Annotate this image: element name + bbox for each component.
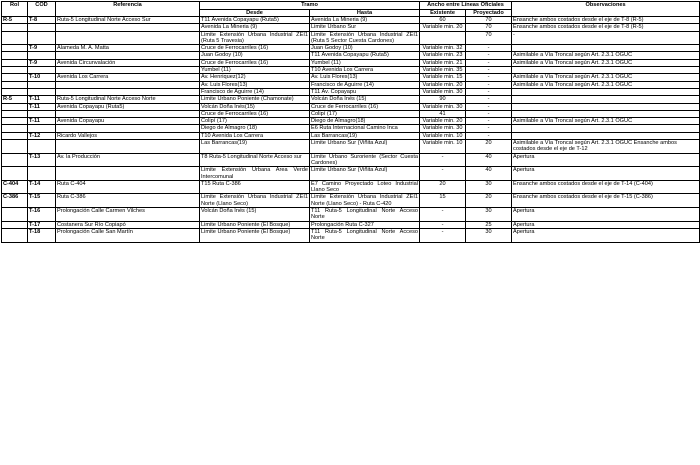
header-row-1 xyxy=(2,2,700,10)
header-desde: Desde xyxy=(200,9,310,17)
cell-cod: T-9 xyxy=(28,45,56,52)
cell-proyectado: - xyxy=(466,96,512,103)
table-row xyxy=(2,221,700,228)
cell-desde: Francisco de Aguirre (14) xyxy=(200,88,310,95)
cell-observaciones: Ensanche ambos costados desde el eje de T-8 (R-5) xyxy=(512,24,700,31)
cell-proyectado: - xyxy=(466,81,512,88)
cell-desde: Volcán Doña Inés(15) xyxy=(200,103,310,110)
cell-observaciones xyxy=(512,103,700,110)
cell-rol xyxy=(2,167,28,181)
road-network-table xyxy=(1,1,700,243)
cell-observaciones xyxy=(512,96,700,103)
cell-proyectado: 30 xyxy=(466,208,512,222)
cell-referencia: Avenida Los Carrera xyxy=(56,74,200,81)
table-row xyxy=(2,153,700,167)
cell-referencia xyxy=(56,67,200,74)
cell-desde: Av. Henriquez(12) xyxy=(200,74,310,81)
cell-hasta: T11 Ruta-5 Longitudinal Norte Acceso Norte xyxy=(311,208,419,221)
table-row xyxy=(2,228,700,242)
cell-existente: Variable min. 15 xyxy=(420,74,466,81)
header-referencia: Referencia xyxy=(56,2,200,17)
cell-hasta: T11 Av. Copayapu xyxy=(310,88,420,95)
cell-rol xyxy=(2,153,28,167)
cell-cod xyxy=(28,81,56,88)
cell-cod: T-18 xyxy=(28,228,56,242)
cell-proyectado: - xyxy=(466,118,512,125)
cell-observaciones: Apertura xyxy=(512,221,700,228)
cell-referencia: Prolongación Calle Carmen Vilches xyxy=(56,208,200,222)
cell-observaciones: Apertura xyxy=(512,153,700,167)
cell-cod: T-11 xyxy=(28,96,56,103)
cell-hasta: Prolongación Ruta C-327 xyxy=(310,221,420,228)
cell-cod: T-14 xyxy=(28,180,56,194)
cell-referencia: Costanera Sur Río Copiapó xyxy=(56,221,200,228)
cell-cod xyxy=(28,67,56,74)
table-row xyxy=(2,74,700,81)
cell-proyectado: 20 xyxy=(466,140,512,154)
cell-hasta: Cruce de Ferrocarriles (16) xyxy=(310,103,420,110)
cell-existente: - xyxy=(420,153,466,167)
cell-desde: Diego de Almagro (18) xyxy=(200,125,310,132)
cell-desde: T15 Ruta C-386 xyxy=(200,180,310,194)
cell-observaciones: Apertura xyxy=(512,167,700,181)
cell-existente: Variable min. 30 xyxy=(420,125,466,132)
cell-proyectado: - xyxy=(466,45,512,52)
table-body xyxy=(2,17,700,243)
cell-hasta: T11 Ruta-5 Longitudinal Norte Acceso Norte xyxy=(311,228,419,242)
cell-hasta: Juan Godoy (10) xyxy=(310,45,420,52)
cell-rol xyxy=(2,88,28,95)
cell-cod: T-11 xyxy=(28,118,56,125)
cell-rol xyxy=(2,52,28,59)
cell-proyectado: - xyxy=(466,132,512,139)
cell-observaciones: Asimilable a Vía Troncal según Art. 2.3.1 OGUC xyxy=(512,52,700,59)
cell-desde: Colipí (17) xyxy=(200,118,310,125)
table-row xyxy=(2,81,700,88)
cell-hasta: T11 Avenida Copayapu (Ruta5) xyxy=(310,52,420,59)
cell-desde: Cruce de Ferrocarriles (16) xyxy=(200,45,310,52)
cell-proyectado: - xyxy=(466,74,512,81)
cell-observaciones xyxy=(512,110,700,117)
cell-hasta: Limite Urbano Sur (Viñita Azul) xyxy=(310,140,420,154)
cell-existente: - xyxy=(420,167,466,181)
cell-existente: - xyxy=(420,208,466,222)
cell-desde: Limite Urbano Poniente (El Bosque) xyxy=(200,228,310,242)
cell-desde: Limite Urbano Poniente (El Bosque) xyxy=(200,221,310,228)
cell-rol xyxy=(2,110,28,117)
table-row xyxy=(2,132,700,139)
cell-referencia: Alameda M. A. Matta xyxy=(56,45,200,52)
cell-proyectado: - xyxy=(466,52,512,59)
cell-referencia: Ruta-5 Longitudinal Norte Acceso Sur xyxy=(56,17,200,24)
cell-rol xyxy=(2,125,28,132)
cell-rol: R-5 xyxy=(2,17,28,24)
cell-observaciones xyxy=(512,88,700,95)
cell-proyectado: 30 xyxy=(466,180,512,194)
cell-observaciones: - xyxy=(512,31,700,45)
cell-desde: T10 Avenida Los Carrera xyxy=(200,132,310,139)
cell-observaciones xyxy=(512,45,700,52)
cell-cod xyxy=(28,88,56,95)
cell-rol xyxy=(2,208,28,222)
cell-rol xyxy=(2,228,28,242)
cell-cod xyxy=(28,167,56,181)
cell-existente xyxy=(420,31,466,45)
table-row xyxy=(2,118,700,125)
cell-cod xyxy=(28,125,56,132)
cell-desde: Limite Extensión Urbana Area Verde Intercomunal xyxy=(201,167,308,180)
cell-desde: Limite Urbano Poniente (Chamonate) xyxy=(200,96,310,103)
cell-proyectado: - xyxy=(466,125,512,132)
table-row xyxy=(2,125,700,132)
cell-existente: 41 xyxy=(420,110,466,117)
table-row xyxy=(2,52,700,59)
cell-hasta: Limite Urbano Sur (Viñita Azul) xyxy=(310,167,420,181)
cell-referencia xyxy=(56,125,200,132)
cell-proyectado: - xyxy=(466,110,512,117)
header-existente: Existente xyxy=(420,9,466,17)
cell-rol xyxy=(2,74,28,81)
cell-existente: Variable min. 10 xyxy=(420,140,466,154)
cell-rol xyxy=(2,132,28,139)
cell-referencia: Av. la Producción xyxy=(56,153,200,167)
cell-observaciones: Ensanche ambos costados desde el eje de T-8 (R-5) xyxy=(512,17,700,24)
table-row xyxy=(2,24,700,31)
cell-cod: T-12 xyxy=(28,132,56,139)
cell-referencia xyxy=(56,88,200,95)
cell-cod xyxy=(28,24,56,31)
cell-observaciones: Asimilable a Vía Troncal según Art. 2.3.1 OGUC xyxy=(512,59,700,66)
cell-proyectado: - xyxy=(466,67,512,74)
cell-referencia: Avenida Circunvalación xyxy=(56,59,200,66)
cell-cod xyxy=(28,31,56,45)
cell-existente: 60 xyxy=(420,17,466,24)
header-proyectado: Proyectado xyxy=(466,9,512,17)
cell-rol: C-404 xyxy=(2,180,28,194)
cell-rol xyxy=(2,140,28,154)
cell-referencia xyxy=(56,110,200,117)
cell-desde: Limite Extensión Urbana Industrial ZEI1 (Ruta 5 Travesia) xyxy=(201,31,308,44)
cell-referencia xyxy=(56,167,200,181)
cell-referencia: Avenida Copayapu (Ruta5) xyxy=(56,103,200,110)
cell-referencia: Ruta-5 Longitudinal Norte Acceso Norte xyxy=(56,96,200,103)
cell-existente: Variable min. 35 xyxy=(420,67,466,74)
cell-rol: C-386 xyxy=(2,194,28,208)
cell-referencia xyxy=(56,24,200,31)
table-row xyxy=(2,96,700,103)
cell-referencia xyxy=(56,31,200,45)
cell-hasta: E6 Ruta Internacional Camino Inca xyxy=(310,125,420,132)
cell-existente: 20 xyxy=(420,180,466,194)
cell-existente: Variable min. 21 xyxy=(420,59,466,66)
table-row xyxy=(2,59,700,66)
cell-cod: T-13 xyxy=(28,153,56,167)
cell-observaciones: Apertura xyxy=(512,228,700,242)
table-row xyxy=(2,140,700,154)
cell-observaciones: Ensanche ambos costados desde el eje de T-14 (C-404) xyxy=(512,180,700,194)
table-row xyxy=(2,17,700,24)
cell-observaciones: Asimilable a Vía Troncal según Art. 2.3.1 OGUC xyxy=(512,81,700,88)
table-row xyxy=(2,180,700,194)
cell-cod: T-15 xyxy=(28,194,56,208)
table-row xyxy=(2,31,700,45)
cell-cod: T-16 xyxy=(28,208,56,222)
cell-desde: Cruce de Ferrocarriles (16) xyxy=(200,110,310,117)
cell-observaciones: Asimilable a Vía Troncal según Art. 2.3.1 OGUC xyxy=(512,74,700,81)
cell-desde: T8 Ruta-5 Longitudinal Norte Acceso sur xyxy=(200,153,310,167)
cell-hasta: Av. Luis Flores(13) xyxy=(310,74,420,81)
cell-proyectado: 40 xyxy=(466,167,512,181)
cell-proyectado: 30 xyxy=(466,228,512,242)
header-tramo: Tramo xyxy=(200,2,420,10)
cell-rol xyxy=(2,31,28,45)
cell-rol xyxy=(2,118,28,125)
cell-rol xyxy=(2,67,28,74)
cell-cod: T-11 xyxy=(28,103,56,110)
cell-existente: Variable min. 23 xyxy=(420,52,466,59)
cell-rol xyxy=(2,59,28,66)
cell-proyectado: 70 xyxy=(466,31,512,45)
cell-desde: Limite Extensión Urbana Industrial ZEI1 Norte (Llano Seco) xyxy=(201,194,308,207)
cell-rol xyxy=(2,24,28,31)
cell-proyectado: - xyxy=(466,59,512,66)
table-row xyxy=(2,167,700,181)
table-row xyxy=(2,45,700,52)
table-row xyxy=(2,110,700,117)
cell-existente: Variable min. 20 xyxy=(420,81,466,88)
cell-existente: Variable min. 30 xyxy=(420,88,466,95)
cell-existente: Variable min. 32 xyxy=(420,45,466,52)
table-row xyxy=(2,194,700,208)
cell-desde: Volcán Doña Inés (15) xyxy=(200,208,310,222)
cell-hasta: Las Barrancas(19) xyxy=(310,132,420,139)
cell-hasta: Francisco de Aguirre (14) xyxy=(310,81,420,88)
cell-observaciones: Asimilable a Vía Troncal según Art. 2.3.1 OGUC Ensanche ambos costados desde el eje de T-12 xyxy=(512,140,700,154)
cell-hasta: Limite Urbano Suroriente (Sector Cuesta Cardones) xyxy=(311,153,419,166)
cell-rol xyxy=(2,103,28,110)
cell-hasta: Avenida La Mineria (9) xyxy=(310,17,420,24)
cell-existente: - xyxy=(420,228,466,242)
cell-proyectado: 40 xyxy=(466,153,512,167)
cell-referencia: Avenida Copayapu xyxy=(56,118,200,125)
cell-proyectado: 70 xyxy=(466,24,512,31)
cell-hasta: Colipí (17) xyxy=(310,110,420,117)
cell-referencia xyxy=(56,140,200,154)
cell-desde: T11 Avenida Copayapu (Ruta5) xyxy=(200,17,310,24)
cell-desde: Yumbel (11) xyxy=(200,67,310,74)
cell-proyectado: 25 xyxy=(466,221,512,228)
cell-desde: Las Barrancas(19) xyxy=(200,140,310,154)
cell-hasta: Limite Extensión Urbana Industrial ZEI1 (Ruta 5 Sector Cuesta Cardones) xyxy=(311,31,419,44)
cell-proyectado: 70 xyxy=(466,17,512,24)
cell-hasta: Volcán Doña Inés (15) xyxy=(310,96,420,103)
header-ancho: Ancho entre Líneas Oficiales xyxy=(420,2,512,10)
cell-proyectado: - xyxy=(466,88,512,95)
cell-referencia xyxy=(56,52,200,59)
table-row xyxy=(2,88,700,95)
cell-hasta: Limite Extensión Urbana Industrial ZEI1 Norte (Llano Seco) - Ruta C-420 xyxy=(311,194,419,207)
cell-observaciones: Asimilable a Vía Troncal según Art. 2.3.1 OGUC xyxy=(512,118,700,125)
cell-cod: T-8 xyxy=(28,17,56,24)
cell-referencia: Ruta C-386 xyxy=(56,194,200,208)
cell-rol xyxy=(2,45,28,52)
cell-existente: Variable min. 30 xyxy=(420,103,466,110)
cell-referencia: Ricardo Vallejos xyxy=(56,132,200,139)
cell-cod: T-9 xyxy=(28,59,56,66)
cell-hasta: E7 Camino Proyectado Loteo Industrial Llano Seco xyxy=(311,180,419,194)
cell-existente: Variable min. 20 xyxy=(420,118,466,125)
cell-hasta: Limite Urbano Sur xyxy=(310,24,420,31)
table-row xyxy=(2,67,700,74)
cell-rol: R-5 xyxy=(2,96,28,103)
cell-cod xyxy=(28,52,56,59)
cell-observaciones: Apertura xyxy=(512,208,700,222)
cell-observaciones xyxy=(512,132,700,139)
cell-cod xyxy=(28,140,56,154)
cell-hasta: Diego de Almagro(18) xyxy=(310,118,420,125)
cell-existente: 15 xyxy=(420,194,466,208)
cell-cod: T-10 xyxy=(28,74,56,81)
cell-existente: - xyxy=(420,221,466,228)
cell-cod xyxy=(28,110,56,117)
cell-rol xyxy=(2,81,28,88)
cell-hasta: T10 Avenida Los Carrera xyxy=(310,67,420,74)
cell-referencia xyxy=(56,81,200,88)
header-rol: Rol xyxy=(2,2,28,17)
cell-cod: T-17 xyxy=(28,221,56,228)
header-cod: COD xyxy=(28,2,56,17)
cell-observaciones xyxy=(512,125,700,132)
cell-desde: Cruce de Ferrocarriles (16) xyxy=(200,59,310,66)
cell-referencia: Prolongación Calle San Martín xyxy=(56,228,200,242)
cell-proyectado: - xyxy=(466,103,512,110)
cell-desde: Av. Luis Flores(13) xyxy=(200,81,310,88)
cell-referencia: Ruta C-404 xyxy=(56,180,200,194)
cell-observaciones xyxy=(512,67,700,74)
table-row xyxy=(2,208,700,222)
header-observaciones: Observaciones xyxy=(512,2,700,17)
cell-observaciones: Ensanche ambos costados desde el eje de T-15 (C-386) xyxy=(512,194,700,208)
cell-hasta: Yumbel (11) xyxy=(310,59,420,66)
cell-proyectado: 20 xyxy=(466,194,512,208)
cell-desde: Avenida La Mineria (9) xyxy=(200,24,310,31)
cell-existente: 90 xyxy=(420,96,466,103)
cell-rol xyxy=(2,221,28,228)
cell-existente: Variable min. 20 xyxy=(420,24,466,31)
cell-desde: Juan Godoy (10) xyxy=(200,52,310,59)
cell-existente: Variable min. 10 xyxy=(420,132,466,139)
table-row xyxy=(2,103,700,110)
header-hasta: Hasta xyxy=(310,9,420,17)
